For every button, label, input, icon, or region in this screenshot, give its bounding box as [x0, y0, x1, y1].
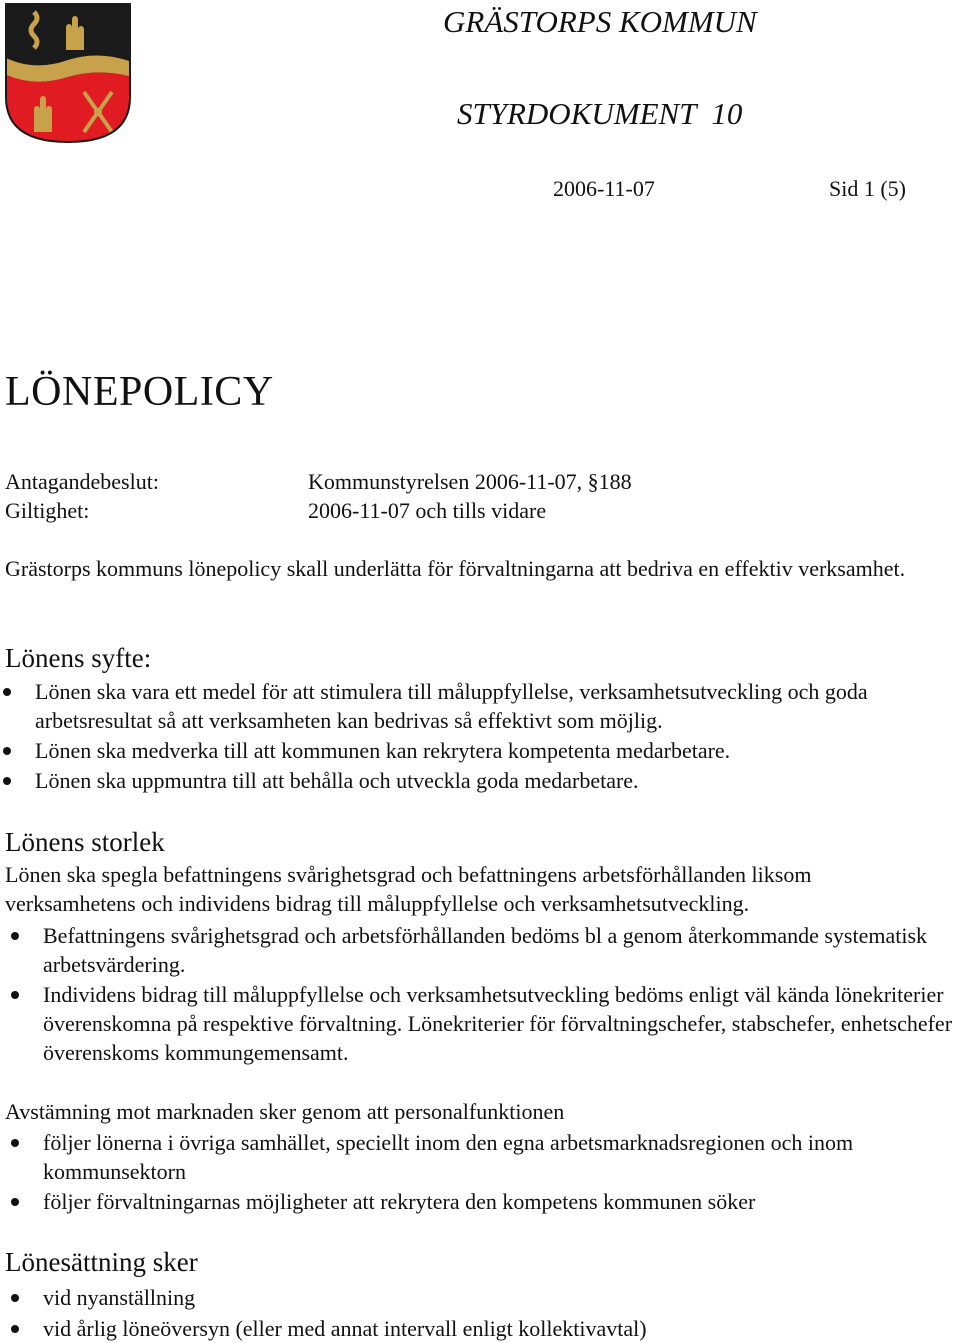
meta-label-decision: Antagandebeslut: — [5, 469, 159, 494]
section-heading-salary-setting: Lönesättning sker — [5, 1247, 198, 1277]
list-item: Lönen ska vara ett medel för att stimulera till måluppfyllelse, verksamhetsutveckling och goda arbetsresultat så att verksamheten kan bedrivas så effektivt som möjlig. — [35, 677, 950, 735]
intro-paragraph: Grästorps kommuns lönepolicy skall underlätta för förvaltningarna att bedriva en effektiv verksamhet. — [5, 556, 906, 581]
section-heading-purpose: Lönens syfte: — [5, 643, 152, 673]
meta-value-decision: Kommunstyrelsen 2006-11-07, §188 — [308, 469, 632, 494]
list-item: följer lönerna i övriga samhället, speciellt inom den egna arbetsmarknadsregionen och inom kommunsektorn — [43, 1128, 943, 1186]
document-id: STYRDOKUMENT 10 — [457, 96, 743, 131]
meta-label-validity: Giltighet: — [5, 498, 90, 523]
document-date: 2006-11-07 — [553, 176, 655, 201]
size-list — [43, 921, 960, 1067]
list-item: Befattningens svårighetsgrad och arbetsförhållanden bedöms bl a genom återkommande systematisk arbetsvärdering. — [43, 921, 960, 979]
page-number: Sid 1 (5) — [829, 176, 906, 201]
municipality-coat-of-arms — [4, 2, 132, 144]
list-item: Lönen ska uppmuntra till att behålla och utveckla goda medarbetare. — [35, 766, 950, 795]
list-item: vid nyanställning — [43, 1283, 943, 1312]
salary-setting-list — [43, 1283, 943, 1343]
section-heading-size: Lönens storlek — [5, 827, 165, 857]
purpose-list — [35, 677, 950, 796]
list-item: Lönen ska medverka till att kommunen kan rekrytera kompetenta medarbetare. — [35, 736, 950, 765]
municipality-name: GRÄSTORPS KOMMUN — [443, 4, 757, 39]
market-list — [43, 1128, 943, 1216]
size-paragraph: Lönen ska spegla befattningens svårighetsgrad och befattningens arbetsförhållanden liksom verksamhetens och individens bidrag till måluppfyllelse och verksamhetsutveckling. — [5, 862, 812, 916]
list-item: följer förvaltningarnas möjligheter att rekrytera den kompetens kommunen söker — [43, 1187, 943, 1216]
list-item: Individens bidrag till måluppfyllelse och verksamhetsutveckling bedöms enligt väl kända lönekriterier överenskomna på respektive förvaltning. Lönekriterier för förvaltningschefer, stabschefer, enhetschefer överenskoms kommungemensamt. — [43, 980, 960, 1067]
page-title: LÖNEPOLICY — [5, 369, 274, 415]
meta-value-validity: 2006-11-07 och tills vidare — [308, 498, 547, 523]
market-paragraph: Avstämning mot marknaden sker genom att personalfunktionen — [5, 1099, 565, 1124]
list-item: vid årlig löneöversyn (eller med annat intervall enligt kollektivavtal) — [43, 1314, 943, 1343]
